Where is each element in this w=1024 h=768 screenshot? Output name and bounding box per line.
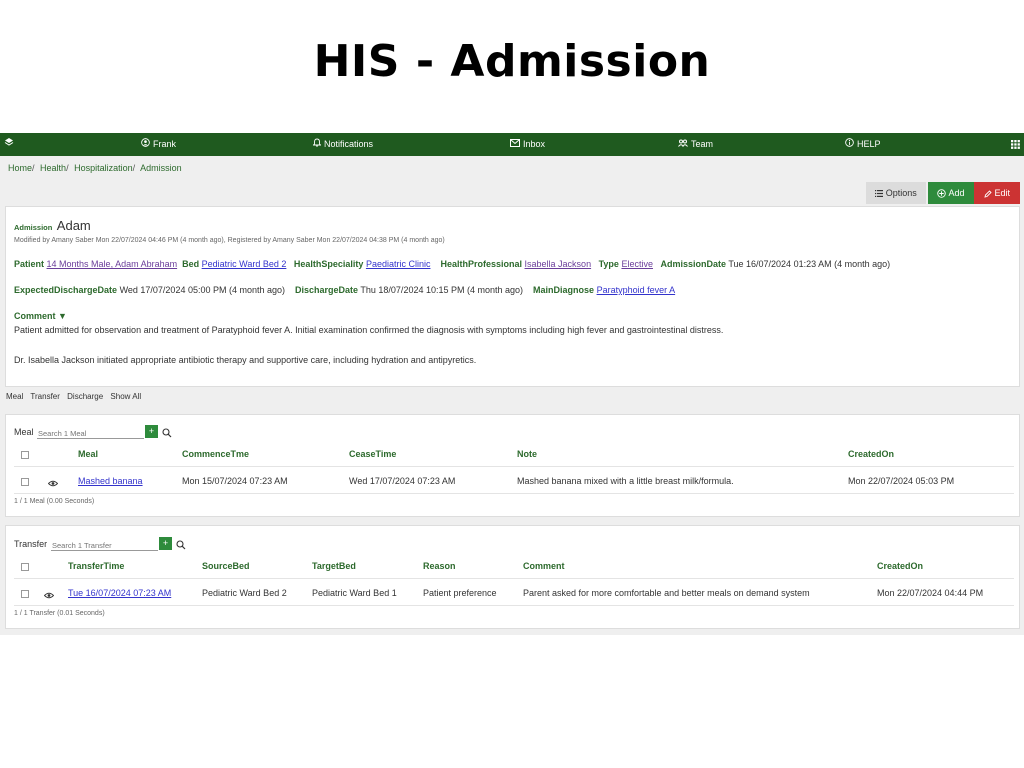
search-icon[interactable] <box>162 425 172 443</box>
transfer-row-source: Pediatric Ward Bed 2 <box>202 588 287 598</box>
tab-meal[interactable]: Meal <box>6 392 24 401</box>
professional-label: HealthProfessional <box>440 259 523 269</box>
admission-details-panel <box>5 206 1020 387</box>
nav-notifications-label: Notifications <box>324 139 374 149</box>
breadcrumb-health[interactable]: Health <box>40 163 67 173</box>
professional-link[interactable]: Isabella Jackson <box>524 259 592 269</box>
bed-link[interactable]: Pediatric Ward Bed 2 <box>201 259 287 269</box>
record-meta: Modified by Amany Saber Mon 22/07/2024 04:46 PM (4 month ago), Registered by Amany Saber Mon 22/07/2024 04:38 PM (4 month ago) <box>14 237 445 244</box>
breadcrumb-hospitalization[interactable]: Hospitalization <box>74 163 133 173</box>
plus-circle-icon <box>937 188 948 198</box>
bell-icon <box>313 133 321 156</box>
transfer-row-created: Mon 22/07/2024 04:44 PM <box>877 588 984 598</box>
discharge-value: Thu 18/07/2024 10:15 PM (4 month ago) <box>360 285 524 295</box>
meal-title: Meal <box>14 427 34 437</box>
record-name: Adam <box>56 218 91 233</box>
tab-transfer[interactable]: Transfer <box>30 392 60 401</box>
search-icon[interactable] <box>176 537 186 555</box>
add-label: Add <box>948 188 965 198</box>
fields-row-2 <box>14 285 675 295</box>
related-tabs <box>6 392 146 401</box>
transfer-col-source[interactable]: SourceBed <box>202 561 250 571</box>
meal-panel <box>5 414 1020 517</box>
comment-paragraph-2: Dr. Isabella Jackson initiated appropriate antibiotic therapy and supportive care, including hydration and antipyretics. <box>14 355 477 365</box>
comment-toggle[interactable]: Comment ▼ <box>14 311 67 321</box>
nav-help-label: HELP <box>857 139 881 149</box>
meal-col-meal[interactable]: Meal <box>78 449 99 459</box>
admission-date-label: AdmissionDate <box>660 259 726 269</box>
nav-team[interactable] <box>678 133 713 156</box>
transfer-row-checkbox[interactable] <box>21 590 29 598</box>
breadcrumb-home[interactable]: Home <box>8 163 33 173</box>
meal-col-created[interactable]: CreatedOn <box>848 449 895 459</box>
meal-row-cease: Wed 17/07/2024 07:23 AM <box>349 476 456 486</box>
transfer-row-target: Pediatric Ward Bed 1 <box>312 588 397 598</box>
meal-select-all-checkbox[interactable] <box>21 451 29 459</box>
eye-icon[interactable] <box>44 586 54 604</box>
transfer-search-input[interactable] <box>51 540 158 551</box>
add-button[interactable] <box>928 182 974 204</box>
breadcrumb-admission[interactable]: Admission <box>140 163 182 173</box>
expected-discharge-label: ExpectedDischargeDate <box>14 285 118 295</box>
breadcrumb: Home/ Health/ Hospitalization/ Admission <box>8 163 182 173</box>
slide-title: HIS - Admission <box>313 36 711 87</box>
user-icon <box>141 133 150 156</box>
meal-header-divider <box>14 466 1014 467</box>
top-navbar <box>0 133 1024 156</box>
pencil-icon <box>984 188 995 198</box>
transfer-panel <box>5 525 1020 629</box>
meal-row-checkbox[interactable] <box>21 478 29 486</box>
transfer-add-button[interactable]: + <box>159 537 172 550</box>
meal-row-note: Mashed banana mixed with a little breast milk/formula. <box>517 476 734 486</box>
edit-label: Edit <box>994 188 1011 198</box>
tab-show-all[interactable]: Show All <box>110 392 142 401</box>
nav-inbox[interactable] <box>510 133 545 156</box>
speciality-label: HealthSpeciality <box>293 259 364 269</box>
inbox-icon <box>510 133 520 156</box>
nav-user[interactable] <box>141 133 176 156</box>
transfer-footer: 1 / 1 Transfer (0.01 Seconds) <box>14 610 105 617</box>
nav-notifications[interactable] <box>313 133 373 156</box>
nav-user-label: Frank <box>153 139 177 149</box>
transfer-row-divider <box>14 605 1014 606</box>
fields-row-1 <box>14 259 890 269</box>
transfer-row-time-link[interactable]: Tue 16/07/2024 07:23 AM <box>68 588 172 598</box>
transfer-select-all-checkbox[interactable] <box>21 563 29 571</box>
patient-label: Patient <box>14 259 45 269</box>
tab-discharge[interactable]: Discharge <box>67 392 104 401</box>
nav-inbox-label: Inbox <box>523 139 546 149</box>
record-header <box>14 217 91 235</box>
edit-button[interactable] <box>974 182 1020 204</box>
bed-label: Bed <box>182 259 200 269</box>
meal-add-button[interactable]: + <box>145 425 158 438</box>
nav-team-label: Team <box>691 139 714 149</box>
discharge-label: DischargeDate <box>295 285 359 295</box>
transfer-title: Transfer <box>14 539 48 549</box>
his-app <box>0 133 1024 635</box>
meal-col-note[interactable]: Note <box>517 449 537 459</box>
main-diagnose-link[interactable]: Paratyphoid fever A <box>596 285 676 295</box>
meal-row-commence: Mon 15/07/2024 07:23 AM <box>182 476 288 486</box>
speciality-link[interactable]: Paediatric Clinic <box>365 259 431 269</box>
type-label: Type <box>598 259 619 269</box>
layers-icon[interactable] <box>4 133 14 156</box>
transfer-row-comment: Parent asked for more comfortable and better meals on demand system <box>523 588 810 598</box>
meal-col-cease[interactable]: CeaseTime <box>349 449 397 459</box>
comment-paragraph-1: Patient admitted for observation and treatment of Paratyphoid fever A. Initial examination confirmed the diagnosis with symptoms including high fever and gastrointestinal distress. <box>14 325 724 335</box>
transfer-row-reason: Patient preference <box>423 588 497 598</box>
options-button[interactable] <box>866 182 926 204</box>
eye-icon[interactable] <box>48 474 58 492</box>
transfer-col-created[interactable]: CreatedOn <box>877 561 924 571</box>
team-icon <box>678 133 688 156</box>
grid-icon[interactable] <box>1011 133 1020 156</box>
meal-row-created: Mon 22/07/2024 05:03 PM <box>848 476 955 486</box>
transfer-col-reason[interactable]: Reason <box>423 561 456 571</box>
meal-footer: 1 / 1 Meal (0.00 Seconds) <box>14 498 95 505</box>
meal-col-commence[interactable]: CommenceTme <box>182 449 250 459</box>
patient-link[interactable]: 14 Months Male, Adam Abraham <box>46 259 178 269</box>
meal-search-input[interactable] <box>37 428 144 439</box>
transfer-col-time[interactable]: TransferTime <box>68 561 125 571</box>
list-icon <box>875 188 886 198</box>
nav-help[interactable] <box>845 133 881 156</box>
meal-row-divider <box>14 493 1014 494</box>
info-icon <box>845 133 854 156</box>
expected-discharge-value: Wed 17/07/2024 05:00 PM (4 month ago) <box>119 285 286 295</box>
options-label: Options <box>885 188 917 198</box>
transfer-col-comment[interactable]: Comment <box>523 561 565 571</box>
record-kind: Admission <box>14 223 53 232</box>
main-diagnose-label: MainDiagnose <box>533 285 595 295</box>
transfer-header-divider <box>14 578 1014 579</box>
type-link[interactable]: Elective <box>621 259 653 269</box>
transfer-col-target[interactable]: TargetBed <box>312 561 356 571</box>
admission-date-value: Tue 16/07/2024 01:23 AM (4 month ago) <box>728 259 891 269</box>
meal-row-meal-link[interactable]: Mashed banana <box>78 476 143 486</box>
